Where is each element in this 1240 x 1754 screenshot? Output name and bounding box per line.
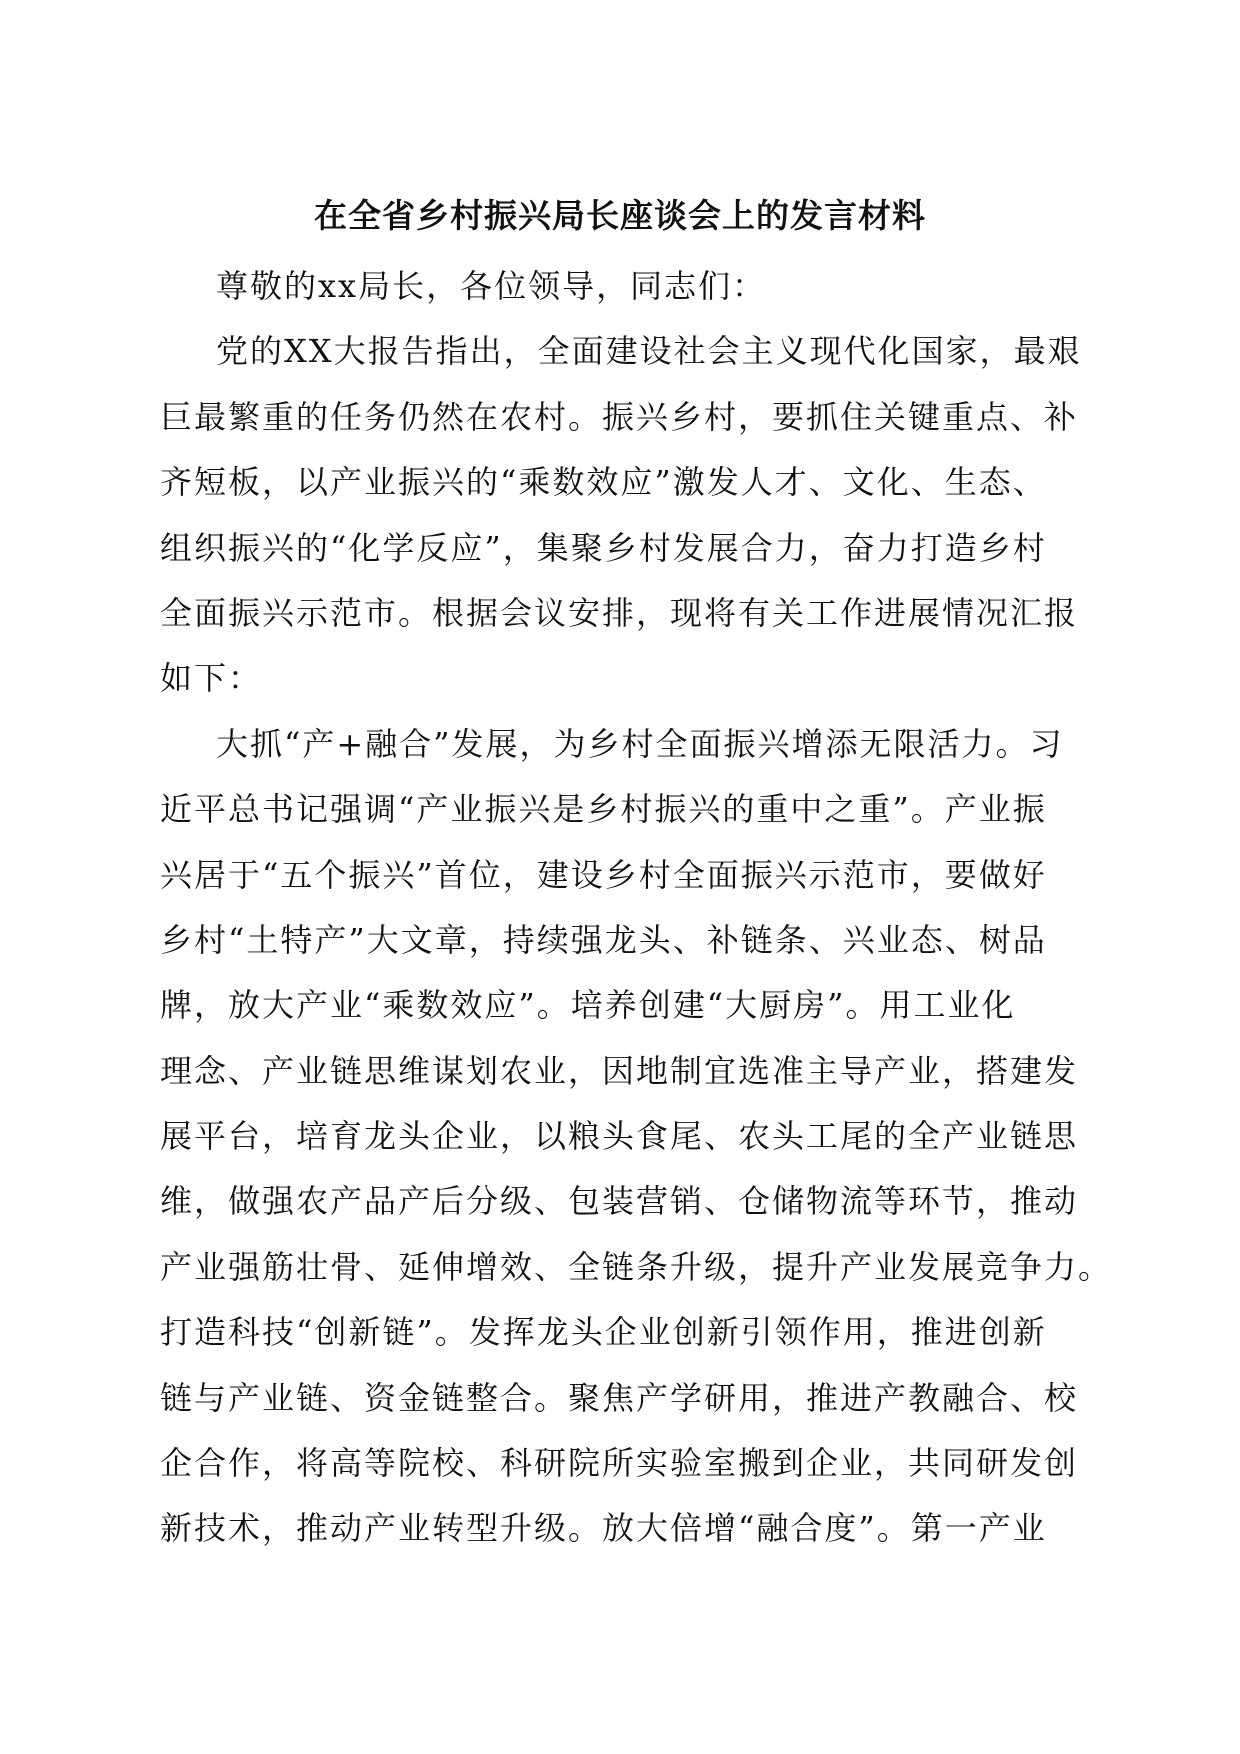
- body-line: 大抓“产+融合”发展，为乡村全面振兴增添无限活力。习: [216, 724, 1064, 763]
- body-line: 齐短板，以产业振兴的“乘数效应”激发人才、文化、生态、: [160, 463, 1047, 502]
- body-line: 巨最繁重的任务仍然在农村。振兴乡村，要抓住关键重点、补: [160, 397, 1079, 436]
- body-line: 展平台，培育龙头企业，以粮头食尾、农头工尾的全产业链思: [160, 1117, 1079, 1156]
- body-line: 新技术，推动产业转型升级。放大倍增“融合度”。第一产业: [160, 1509, 1047, 1548]
- body-line: 组织振兴的“化学反应”，集聚乡村发展合力，奋力打造乡村: [160, 528, 1047, 567]
- body-line: 牌，放大产业“乘数效应”。培养创建“大厨房”。用工业化: [160, 986, 1016, 1025]
- body-line: 全面振兴示范市。根据会议安排，现将有关工作进展情况汇报: [160, 593, 1079, 632]
- body-line: 尊敬的xx局长，各位领导，同志们：: [216, 267, 767, 305]
- body-line: 打造科技“创新链”。发挥龙头企业创新引领作用，推进创新: [160, 1313, 1047, 1352]
- body-line: 维，做强农产品产后分级、包装营销、仓储物流等环节，推动: [160, 1182, 1079, 1221]
- document-title: 在全省乡村振兴局长座谈会上的发言材料: [314, 196, 926, 235]
- body-line: 乡村“土特产”大文章，持续强龙头、补链条、兴业态、树品: [160, 920, 1047, 959]
- body-line: 近平总书记强调“产业振兴是乡村振兴的重中之重”。产业振: [160, 790, 1047, 829]
- body-line: 兴居于“五个振兴”首位，建设乡村全面振兴示范市，要做好: [160, 855, 1047, 894]
- body-line: 企合作，将高等院校、科研院所实验室搬到企业，共同研发创: [160, 1444, 1079, 1483]
- body-line: 产业强筋壮骨、延伸增效、全链条升级，提升产业发展竞争力。: [160, 1247, 1113, 1286]
- body-line: 党的XX大报告指出，全面建设社会主义现代化国家，最艰: [216, 332, 1082, 371]
- document-body: [160, 254, 1113, 1562]
- body-line: 如下：: [160, 659, 263, 698]
- body-line: 链与产业链、资金链整合。聚焦产学研用，推进产教融合、校: [160, 1378, 1079, 1417]
- body-line: 理念、产业链思维谋划农业，因地制宜选准主导产业，搭建发: [160, 1051, 1079, 1090]
